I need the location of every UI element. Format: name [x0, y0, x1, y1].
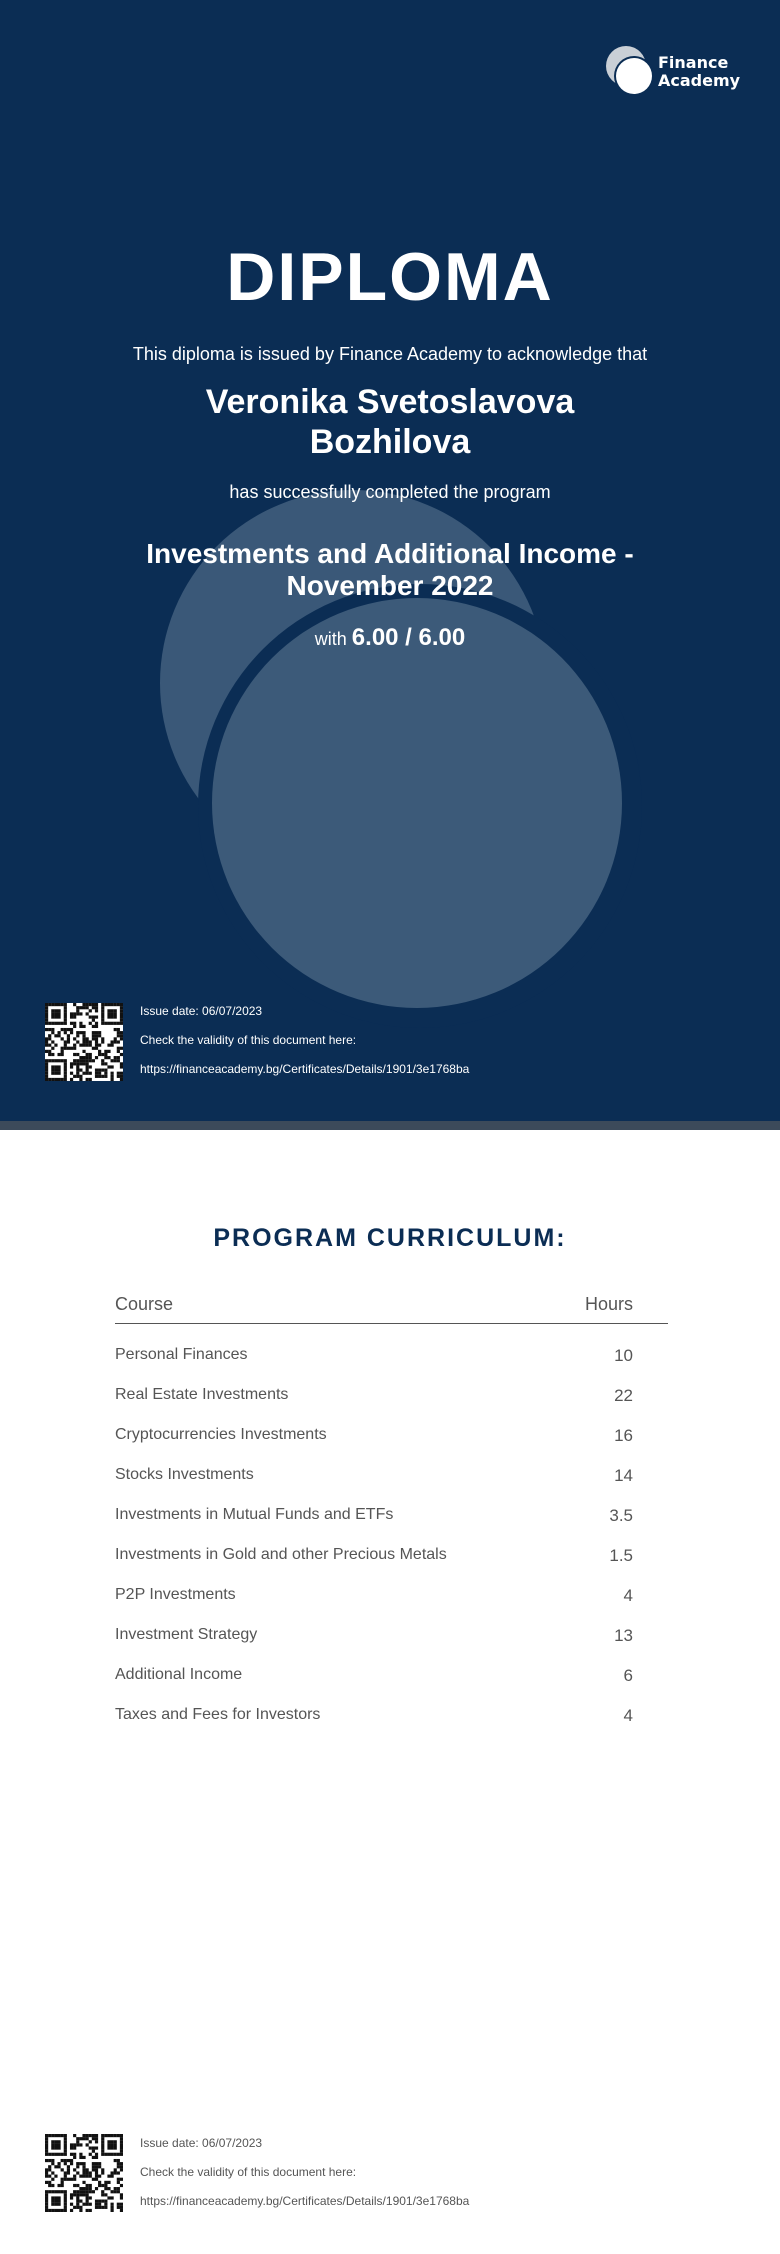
- course-hours: 16: [614, 1426, 633, 1445]
- course-name: Investments in Mutual Funds and ETFs: [115, 1506, 394, 1523]
- logo-circles-icon: [604, 44, 660, 100]
- course-hours: 13: [614, 1626, 633, 1645]
- course-hours: 4: [623, 1706, 633, 1725]
- table-row: [115, 1422, 668, 1462]
- qr-code-icon[interactable]: [45, 1003, 123, 1081]
- course-hours: 14: [614, 1466, 633, 1485]
- table-row: [115, 1662, 668, 1702]
- grade-prefix: with: [314, 629, 347, 649]
- issued-statement: This diploma is issued by Finance Academy to acknowledge that: [132, 344, 648, 364]
- table-row: [115, 1542, 668, 1582]
- diploma-page: [0, 0, 780, 1121]
- program-name: Investments and Additional Income - November 2022: [146, 538, 634, 601]
- verification-block: [140, 2136, 469, 2223]
- curriculum-table-header: [115, 1290, 668, 1324]
- diploma-title: DIPLOMA: [226, 239, 554, 315]
- issue-date: Issue date: 06/07/2023: [140, 1004, 263, 1018]
- qr-code-icon[interactable]: [45, 2134, 123, 2212]
- logo-text-line1: Finance: [658, 53, 729, 72]
- logo-text-line2: Academy: [658, 71, 741, 90]
- course-name: Stocks Investments: [115, 1466, 254, 1483]
- table-row: [115, 1382, 668, 1422]
- course-hours: 4: [623, 1586, 633, 1605]
- decor-circle-front: [212, 598, 622, 1008]
- grade-line: [0, 624, 780, 652]
- logo-text: [658, 54, 740, 90]
- course-hours: 6: [623, 1666, 633, 1685]
- column-header-hours: Hours: [584, 1294, 633, 1314]
- check-validity-text: Check the validity of this document here:: [140, 1033, 357, 1047]
- table-row: [115, 1702, 668, 1742]
- course-name: Real Estate Investments: [115, 1386, 289, 1403]
- check-validity-text: Check the validity of this document here:: [140, 2165, 357, 2179]
- completed-statement: has successfully completed the program: [229, 482, 551, 502]
- course-name: Investment Strategy: [115, 1626, 258, 1643]
- grade-value: 6.00 / 6.00: [351, 624, 466, 651]
- table-row: [115, 1622, 668, 1662]
- course-name: Investments in Gold and other Precious Metals: [115, 1546, 447, 1563]
- verification-link[interactable]: https://financeacademy.bg/Certificates/Details/1901/3e1768ba: [140, 2194, 470, 2208]
- curriculum-table-body: [115, 1342, 668, 1742]
- course-name: Cryptocurrencies Investments: [115, 1426, 327, 1443]
- course-name: P2P Investments: [115, 1586, 236, 1603]
- course-hours: 10: [614, 1346, 633, 1365]
- verification-link[interactable]: https://financeacademy.bg/Certificates/Details/1901/3e1768ba: [140, 1062, 470, 1076]
- issue-date: Issue date: 06/07/2023: [140, 2136, 263, 2150]
- course-hours: 22: [614, 1386, 633, 1405]
- course-name: Personal Finances: [115, 1346, 248, 1363]
- course-name: Taxes and Fees for Investors: [115, 1706, 321, 1723]
- column-header-course: Course: [115, 1294, 174, 1314]
- table-row: [115, 1582, 668, 1622]
- table-row: [115, 1502, 668, 1542]
- table-row: [115, 1462, 668, 1502]
- curriculum-title: PROGRAM CURRICULUM:: [213, 1224, 567, 1252]
- recipient-name: Veronika Svetoslavova Bozhilova: [205, 383, 575, 461]
- course-hours: 3.5: [609, 1506, 633, 1525]
- finance-academy-logo: [600, 42, 740, 102]
- verification-block: [140, 1004, 469, 1091]
- page-separator: [0, 1121, 780, 1130]
- table-row: [115, 1342, 668, 1382]
- course-name: Additional Income: [115, 1666, 243, 1683]
- course-hours: 1.5: [609, 1546, 633, 1565]
